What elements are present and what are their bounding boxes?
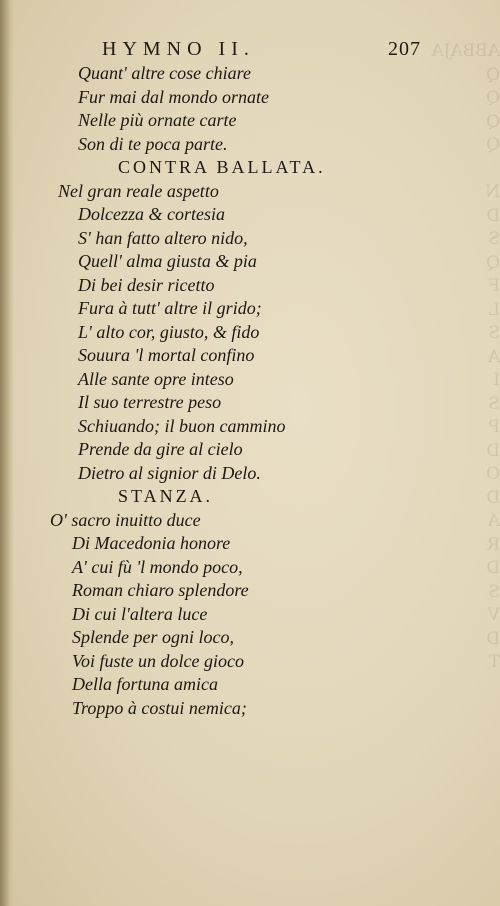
bleed-through-text: ABBAJA Q Q Q Q N D S Q F L S A I S P D O D A R D S V D T <box>431 41 500 672</box>
verse-line: Schiuando; il buon cammino <box>78 415 286 436</box>
verse-line: Di Macedonia honore <box>72 533 231 553</box>
verse-line: Il suo terrestre peso <box>78 392 222 412</box>
verse-line: Della fortuna amica <box>72 674 218 694</box>
verse-line: Roman chiaro splendore <box>72 580 249 600</box>
page-number: 207 <box>388 38 421 60</box>
verse-line: Nel gran reale aspetto <box>58 180 219 201</box>
verse-line: Quant' altre cose chiare <box>78 63 251 83</box>
section-heading: CONTRA BALLATA. <box>118 157 326 177</box>
verse-line: Nelle più ornate carte <box>78 110 237 130</box>
verse-line: Di bei desir ricetto <box>78 274 215 295</box>
verse-line: Dolcezza & cortesia <box>78 204 225 224</box>
verse-line: Voi fuste un dolce gioco <box>72 650 244 671</box>
page-gutter-shadow <box>0 0 14 906</box>
verse-line: Son di te poca parte. <box>78 133 228 154</box>
verse-line: Alle sante opre inteso <box>78 368 234 389</box>
verse-line: Splende per ogni loco, <box>72 627 234 647</box>
verse-line: A' cui fù 'l mondo poco, <box>72 556 243 577</box>
verse-line: Troppo à costui nemica; <box>72 697 247 718</box>
verse-line: Di cui l'altera luce <box>72 603 208 624</box>
verse-line: Souura 'l mortal confino <box>78 345 255 365</box>
verse-line: Fura à tutt' altre il grido; <box>78 298 262 318</box>
verse-line: Dietro al signior di Delo. <box>78 462 261 483</box>
verse-line: S' han fatto altero nido, <box>78 227 248 248</box>
verse-line: O' sacro inuitto duce <box>50 509 201 530</box>
verse-line: Prende da gire al cielo <box>78 439 243 459</box>
verse-line: Fur mai dal mondo ornate <box>78 86 269 107</box>
running-title: HYMNO II. <box>102 38 255 60</box>
section-heading: STANZA. <box>118 486 214 506</box>
verse-line: Quell' alma giusta & pia <box>78 251 257 271</box>
verse-line: L' alto cor, giusto, & fido <box>78 321 260 342</box>
